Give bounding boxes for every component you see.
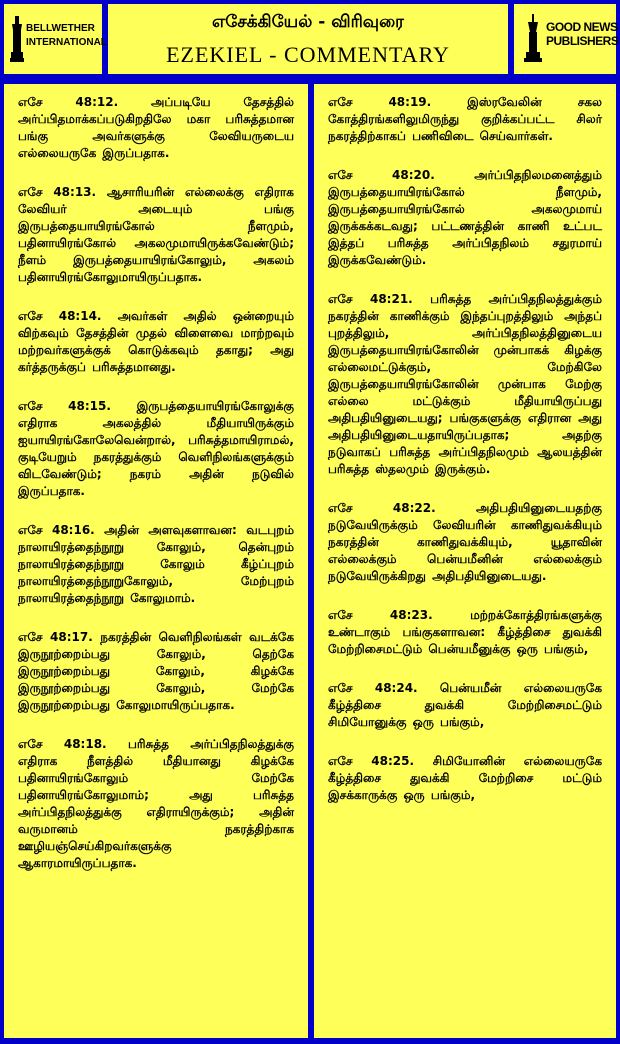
good-news-logo <box>514 4 619 74</box>
verse-paragraph: எசே 48:18. பரிசுத்த அர்ப்பிதநிலத்துக்கு எதிராக நீளத்தில் மீதியானது கிழக்கே பதினாயிரங்கோலும் மேற்கே பதினாயிரங்கோலுமாம்; அது பரிசுத்த அர்ப்பிதநிலத்துக்கு எதிராயிருக்கும்; அதின் வருமானம் நகரத்திற்காக ஊழியஞ்செய்கிறவர்களுக்கு ஆகாரமாயிருப்பதாக. <box>18 737 294 870</box>
verse-paragraph: எசே 48:15. இருபத்தையாயிரங்கோலுக்கு எதிராக அகலத்தில் மீதியாயிருக்கும் ஐயாயிரங்கோலேவென்றால், பரிசுத்தமாயிராமல், குடியேறும் நகரத்துக்கும் வெளிநிலங்களுக்கும் விடவேண்டும்; நகரம் அதின் நடுவில் இருப்பதாக. <box>18 399 294 498</box>
logo-right-line2: PUBLISHERS <box>546 34 619 48</box>
logo-left-line1: BELLWETHER <box>26 23 95 34</box>
page-title-english: EZEKIEL - COMMENTARY <box>166 42 450 67</box>
verse-paragraph: எசே 48:13. ஆசாரியரின் எல்லைக்கு எதிராக லேவியர் அடையும் பங்கு இருபத்தையாயிரங்கோல் நீளமும், பதினாயிரங்கோல் அகலமுமாயிருக்கவேண்டும்; நீளம் இருபத்தையாயிரங்கோலும், அகலம் பதினாயிரங்கோலுமாயிருப்பதாக. <box>18 185 294 284</box>
header-bar <box>0 0 620 78</box>
verse-paragraph: எசே 48:14. அவர்கள் அதில் ஒன்றையும் விற்கவும் தேசத்தின் முதல் விளைவை மாற்றவும் மற்றவர்களுக்குக் கொடுக்கவும் தகாது; அது கர்த்தருக்குப் பரிசுத்தமானது. <box>18 309 294 374</box>
logo-right-line1: GOOD NEWS <box>546 20 618 34</box>
tower-icon <box>524 14 542 62</box>
good-news-logo-text <box>546 20 618 48</box>
verse-paragraph: எசே 48:25. சிமியோனின் எல்லையருகே கீழ்த்திசை துவக்கி மேற்றிசை மட்டும் இசக்காருக்கு ஒரு பங்கும், <box>328 754 602 802</box>
verse-paragraph: எசே 48:17. நகரத்தின் வெளிநிலங்கள் வடக்கே இருநூற்றைம்பது கோலும், தெற்கே இருநூற்றைம்பது கோலும், கிழக்கே இருநூற்றைம்பது கோலும், மேற்கே இருநூற்றைம்பது கோலுமாயிருப்பதாக. <box>18 630 294 712</box>
verse-paragraph: எசே 48:23. மற்றக்கோத்திரங்களுக்கு உண்டாகும் பங்குகளாவன: கீழ்த்திசை துவக்கி மேற்றிசைமட்டும் பென்யமீனுக்கு ஒரு பங்கும், <box>328 608 602 656</box>
bellwether-logo <box>4 4 107 74</box>
verse-paragraph: எசே 48:22. அதிபதியினுடையதற்கு நடுவேயிருக்கும் லேவியரின் காணிதுவக்கியும் நகரத்தின் காணிதுவக்கியும், யூதாவின் எல்லைக்கும் பென்யமீனின் எல்லைக்கும் நடுவேயிருக்கிறது அதிபதியினுடையது. <box>328 501 602 583</box>
verse-paragraph: எசே 48:19. இஸ்ரவேலின் சகல கோத்திரங்களிலுமிருந்து குறிக்கப்பட்ட சிலர் நகரத்திற்காகப் பணிவிடை செய்வார்கள். <box>328 95 602 143</box>
verse-paragraph: எசே 48:12. அப்படியே தேசத்தில் அர்ப்பிதமாக்கப்படுகிறதிலே மகா பரிசுத்தமான பங்கு அவர்களுக்கு லேவியருடைய எல்லையருகே இருப்பதாக. <box>18 95 294 160</box>
left-column <box>4 84 308 1038</box>
verse-paragraph: எசே 48:21. பரிசுத்த அர்ப்பிதநிலத்துக்கும் நகரத்தின் காணிக்கும் இந்தப்புறத்திலும் அந்தப் புறத்திலும், அர்ப்பிதநிலத்தினுடைய இருபத்தையாயிரங்கோலின் முன்பாகக் கிழக்கு எல்லைமட்டுக்கும், மேற்கிலே இருபத்தையாயிரங்கோலின் முன்பாக மேற்கு எல்லை மட்டுக்கும் மீதியாயிருப்பது அதிபதியினுடையது; பங்குகளுக்கு எதிரான அது அதிபதியினுடையதாயிருப்பதாக; அதற்கு நடுவாகப் பரிசுத்த அர்ப்பிதநிலமும் ஆலயத்தின் பரிசுத்த ஸ்தலமும் இருக்கும். <box>328 292 602 476</box>
verse-paragraph: எசே 48:20. அர்ப்பிதநிலமனைத்தும் இருபத்தையாயிரங்கோல் நீளமும், இருபத்தையாயிரங்கோல் அகலமுமாய் இருக்கக்கடவது; பட்டணத்தின் காணி உட்பட இத்தப் பரிசுத்த அர்ப்பிதநிலம் சதுரமாய் இருக்கவேண்டும். <box>328 168 602 267</box>
right-column <box>314 84 616 1038</box>
title-banner <box>108 4 508 74</box>
logo-left-line2: INTERNATIONAL <box>26 37 107 48</box>
page-title-tamil: எசேக்கியேல் - விரிவுரை <box>212 12 404 32</box>
bell-tower-icon <box>10 16 24 62</box>
bellwether-logo-text <box>26 22 107 50</box>
verse-paragraph: எசே 48:16. அதின் அளவுகளாவன: வடபுறம் நாலாயிரத்தைந்நூறு கோலும், தென்புறம் நாலாயிரத்தைந்நூறு கோலும் கீழ்ப்புறம் நாலாயிரத்தைந்நூறுகோலும், மேற்புறம் நாலாயிரத்தைந்நூறு கோலுமாம். <box>18 523 294 605</box>
verse-paragraph: எசே 48:24. பென்யமீன் எல்லையருகே கீழ்த்திசை துவக்கி மேற்றிசைமட்டும் சிமியோனுக்கு ஒரு பங்கும், <box>328 681 602 729</box>
